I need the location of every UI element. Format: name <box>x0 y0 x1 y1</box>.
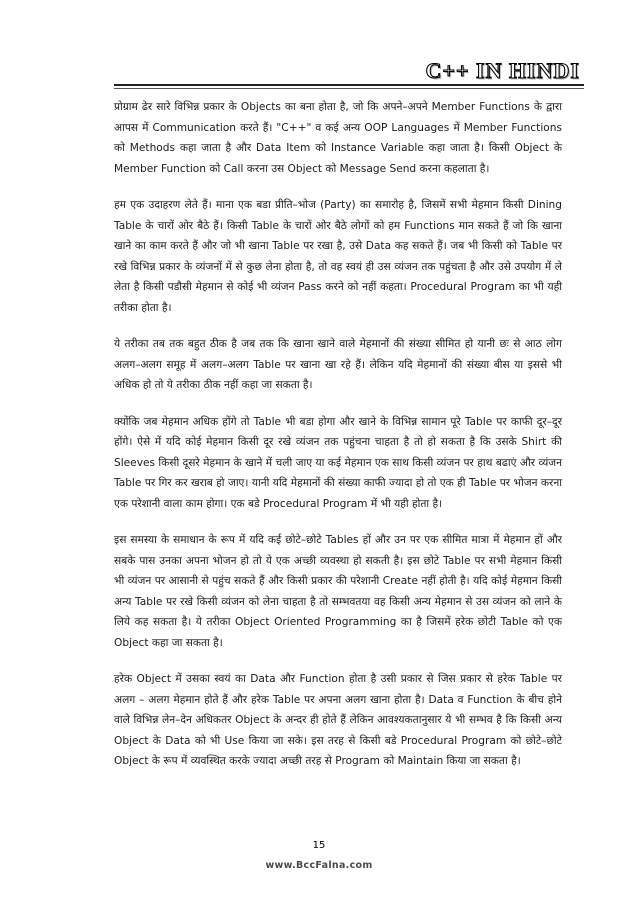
header-title: C++ IN HINDI <box>425 58 580 83</box>
paragraph-guest-limit: ये तरीका तब तक बहुत ठीक है जब तक कि खाना खाने वाले मेहमानों की संख्या सीमित हो यानी छः से आठ लोग अलग–अलग समूह में अलग–अलग Table पर खाना खा रहे हैं। लेकिन यदि मेहमानों की संख्या बीस या इससे भी अधिक हो तो ये तरीका ठीक नहीं कहा जा सकता है। <box>114 338 562 391</box>
page-header <box>0 0 638 90</box>
footer-url[interactable]: www.BccFalna.com <box>265 860 373 871</box>
page-body <box>114 97 562 788</box>
header-divider <box>114 84 584 86</box>
paragraph-object-data-function: हरेक Object में उसका स्वयं का Data और Function होता है उसी प्रकार से जिस प्रकार से हरेक Table पर अलग – अलग मेहमान होते हैं और हरेक Table पर अपना अलग खाना होता है। Data व Function के बीच होने वाले विभिन्न लेन–देन अधिकतर Object के अन्दर ही होते हैं लेकिन आवश्यकतानुसार ये भी सम्भव है कि किसी अन्य Object के Data को भी Use किया जा सके। इस तरह से किसी बडे Procedural Program को छोटे–छोटे Object के रूप में व्यवस्थित करके ज्यादा अच्छी तरह से Program को Maintain किया जा सकता है। <box>114 673 562 767</box>
page-number: 15 <box>312 840 326 851</box>
paragraph-large-table-problem: क्योंकि जब मेहमान अधिक होंगे तो Table भी बडा होगा और खाने के विभिन्न सामान पूरे Table पर काफी दूर–दूर होंगे। ऐसे में यदि कोई मेहमान किसी दूर रखे व्यंजन तक पहुंचना चाहता है तो हो सकता है कि उसके Shirt की Sleeves किसी दूसरे मेहमान के खाने में चली जाए या कई मेहमान एक साथ किसी व्यंजन पर हाथ बढाएं और व्यंजन Table पर गिर कर खराब हो जाए। यानी यदि मेहमानों की संख्या काफी ज्यादा हो तो एक ही Table पर भोजन करना एक परेशानी वाला काम होगा। एक बडे Procedural Program में भी यही होता है। <box>114 415 562 510</box>
header-divider-thin <box>114 88 584 89</box>
paragraph-small-tables-solution: इस समस्या के समाधान के रूप में यदि कई छोटे–छोटे Tables हों और उन पर एक सीमित मात्रा में मेहमान हों और सबके पास उनका अपना भोजन हो तो ये एक अच्छी व्यवस्था हो सकती है। इस छोटे Table पर सभी मेहमान किसी भी व्यंजन पर आसानी से पहुंच सकते हैं और किसी प्रकार की परेशानी Create नहीं होती है। यदि कोई मेहमान किसी अन्य Table पर रखे किसी व्यंजन को लेना चाहता है तो सम्भवतया वह किसी अन्य मेहमान से उस व्यंजन को लाने के लिये कह सकता है। ये तरीका Object Oriented Programming का है जिसमें हरेक छोटी Table को एक Object कहा जा सकता है। <box>114 534 562 649</box>
paragraph-party-example: हम एक उदाहरण लेते हैं। माना एक बडा प्रीति–भोज (Party) का समारोह है, जिसमें सभी मेहमान किसी Dining Table के चारों ओर बैठे हैं। किसी Table के चारों ओर बैठे लोगों को हम Functions मान सकते हैं जो कि खाना खाने का काम करते हैं और जो भी खाना Table पर रखा है, उसे Data कह सकते हैं। जब भी किसी को Table पर रखे विभिन्न प्रकार के व्यंजनों में से कुछ लेना होता है, तो वह स्वयं ही उस व्यंजन तक पहुंचता है और उसे उपयोग में ले लेता है किसी पडौसी मेहमान से कोई भी व्यंजन Pass करने को नहीं कहता। Procedural Program का भी यही तरीका होता है। <box>114 199 562 314</box>
paragraph-objects-intro: प्रोग्राम ढेर सारे विभिन्न प्रकार के Objects का बना होता है, जो कि अपने–अपने Member Functions के द्वारा आपस में Communication करते हैं। "C++" व कई अन्य OOP Languages में Member Functions को Methods कहा जाता है और Data Item को Instance Variable कहा जाता है। किसी Object के Member Function को Call करना उस Object को Message Send करना कहलाता है। <box>114 101 562 175</box>
